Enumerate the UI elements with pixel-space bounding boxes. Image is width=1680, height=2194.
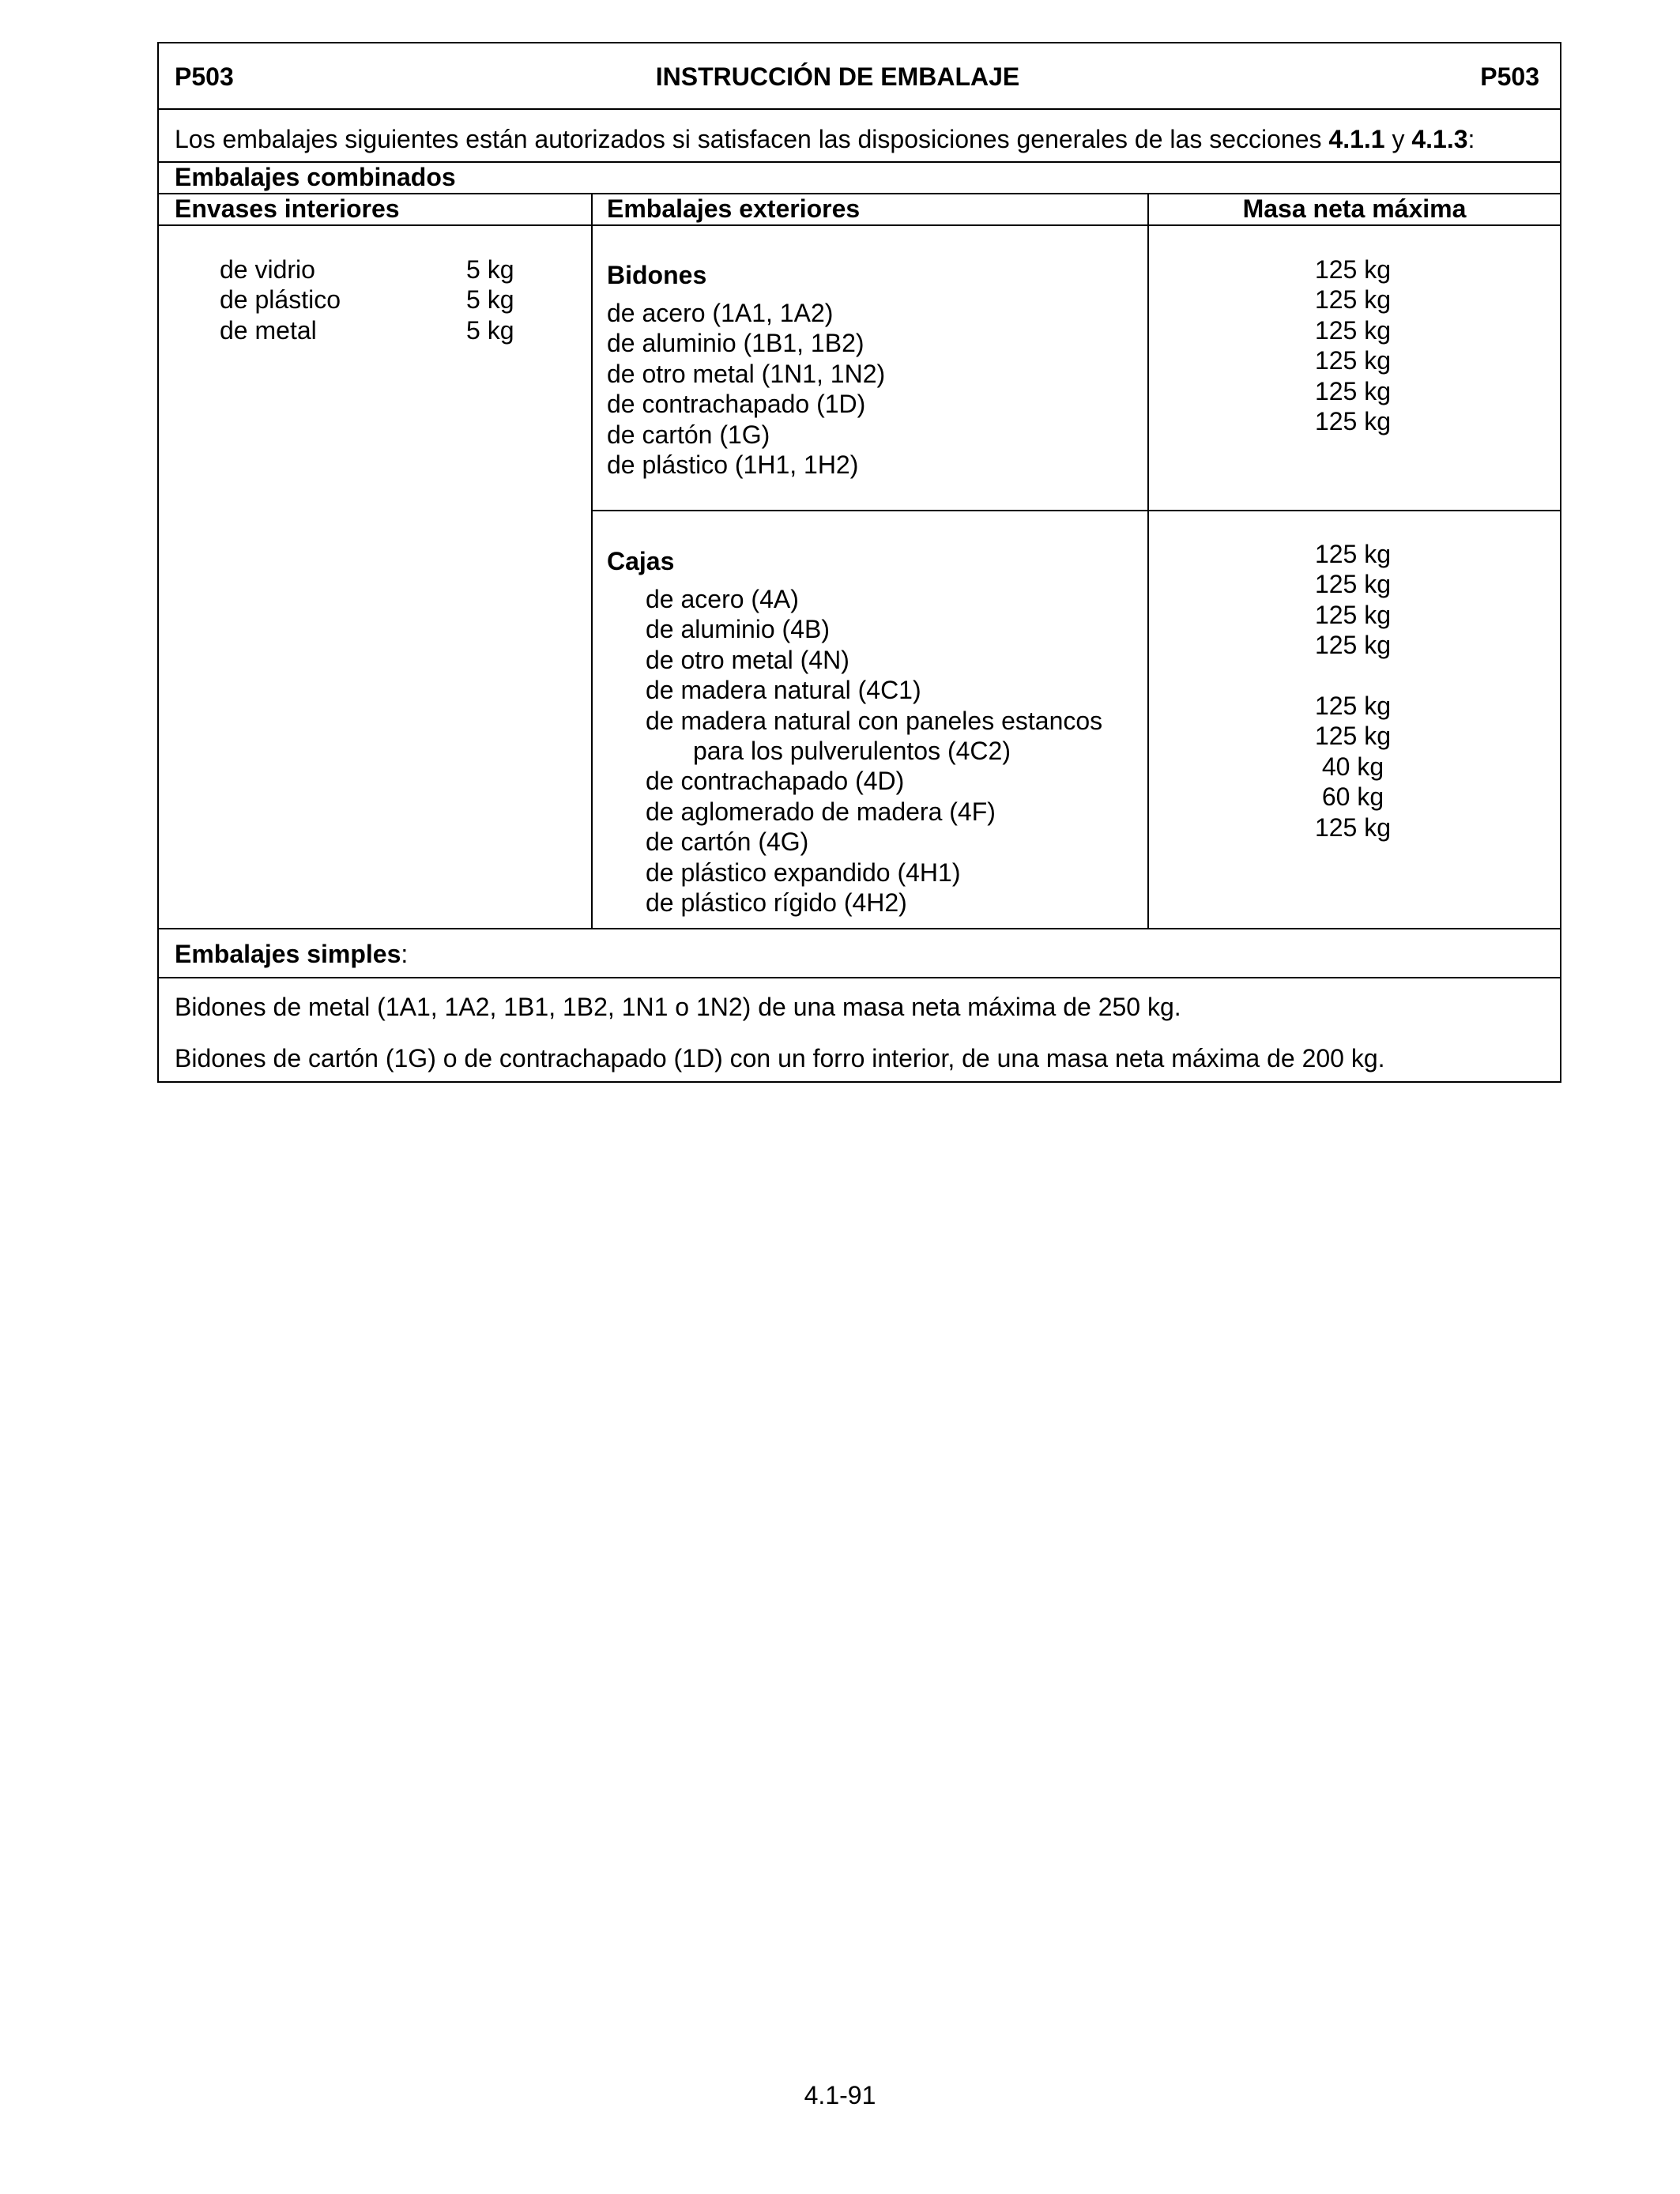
inner-materials [220,254,341,345]
box-mass: 125 kg [1314,631,1392,660]
column-header-mass: Masa neta máxima [1242,194,1467,223]
intro-text: Los embalajes siguientes están autorizados si satisfacen las disposiciones generales de las secciones [175,125,1329,153]
box-mass: 40 kg [1321,752,1384,781]
single-line: Bidones de cartón (1G) o de contrachapado (1D) con un forro interior, de una masa neta máxima de 200 kg. [175,1044,1385,1072]
drums-masses [1274,254,1432,436]
box-item: de acero (4A) [646,585,799,613]
box-item: de contrachapado (4D) [646,767,905,796]
page-number: 4.1-91 [804,2081,876,2109]
drum-item: de contrachapado (1D) [607,390,866,419]
box-mass [1274,661,1432,691]
drums-title: Bidones [607,261,707,289]
box-mass: 60 kg [1321,782,1384,812]
intro-conjunction: y [1384,125,1412,153]
header-code-left: P503 [175,62,234,91]
single-title: Embalajes simples [175,940,401,968]
inner-material: de vidrio [220,255,315,284]
box-mass: 125 kg [1314,600,1392,629]
drum-mass: 125 kg [1314,255,1392,284]
boxes-list [646,584,1102,918]
column-divider-1 [591,193,593,929]
boxes-title: Cajas [607,547,675,575]
column-divider-2 [1147,193,1149,929]
single-line: Bidones de metal (1A1, 1A2, 1B1, 1B2, 1N1 o 1N2) de una masa neta máxima de 250 kg. [175,993,1181,1021]
rule-between-drums-boxes [591,510,1561,511]
drum-mass: 125 kg [1314,315,1392,345]
header-title: INSTRUCCIÓN DE EMBALAJE [655,62,1020,91]
inner-mass: 5 kg [466,285,514,315]
drum-item: de acero (1A1, 1A2) [607,299,834,327]
box-item: de otro metal (4N) [646,645,849,674]
rule-below-column-headers [157,224,1561,226]
box-item: de madera natural (4C1) [646,676,921,705]
box-mass: 125 kg [1314,692,1392,721]
inner-mass: 5 kg [466,315,514,345]
combined-title: Embalajes combinados [175,163,456,191]
inner-mass: 5 kg [466,255,514,284]
box-item: de madera natural con paneles estancos [646,706,1103,735]
inner-masses [466,254,514,345]
header-code-right: P503 [1480,62,1539,91]
rule-below-single-title [157,977,1561,978]
box-item: de aluminio (4B) [646,615,830,644]
box-item: de cartón (4G) [646,827,809,857]
drum-mass: 125 kg [1314,376,1392,405]
section-ref-4-1-3: 4.1.3 [1411,125,1468,153]
section-ref-4-1-1: 4.1.1 [1328,125,1385,153]
box-mass: 125 kg [1314,722,1392,751]
drum-item: de cartón (1G) [607,420,770,449]
inner-material: de metal [220,315,317,345]
column-header-inner: Envases interiores [175,194,400,223]
drum-item: de otro metal (1N1, 1N2) [607,359,886,388]
box-item: de plástico expandido (4H1) [646,858,961,887]
rule-below-combined [157,928,1561,929]
single-title-line [175,939,408,969]
box-mass: 125 kg [1314,812,1392,842]
drum-mass: 125 kg [1314,285,1392,315]
intro-paragraph [175,124,1475,154]
drum-item: de plástico (1H1, 1H2) [607,450,859,480]
column-header-outer: Embalajes exteriores [607,194,861,223]
rule-below-header [157,108,1561,110]
box-item: de aglomerado de madera (4F) [646,797,996,826]
box-mass: 125 kg [1314,540,1392,568]
drum-item: de aluminio (1B1, 1B2) [607,329,864,358]
drums-list [607,298,885,480]
boxes-masses [1274,539,1432,843]
inner-material: de plástico [220,285,341,315]
drum-mass: 125 kg [1314,346,1392,375]
single-title-colon: : [401,940,409,968]
intro-end: : [1467,125,1475,153]
box-item: de plástico rígido (4H2) [646,888,907,918]
box-item: para los pulverulentos (4C2) [693,737,1011,766]
box-mass: 125 kg [1314,570,1392,599]
drum-mass: 125 kg [1314,407,1392,436]
